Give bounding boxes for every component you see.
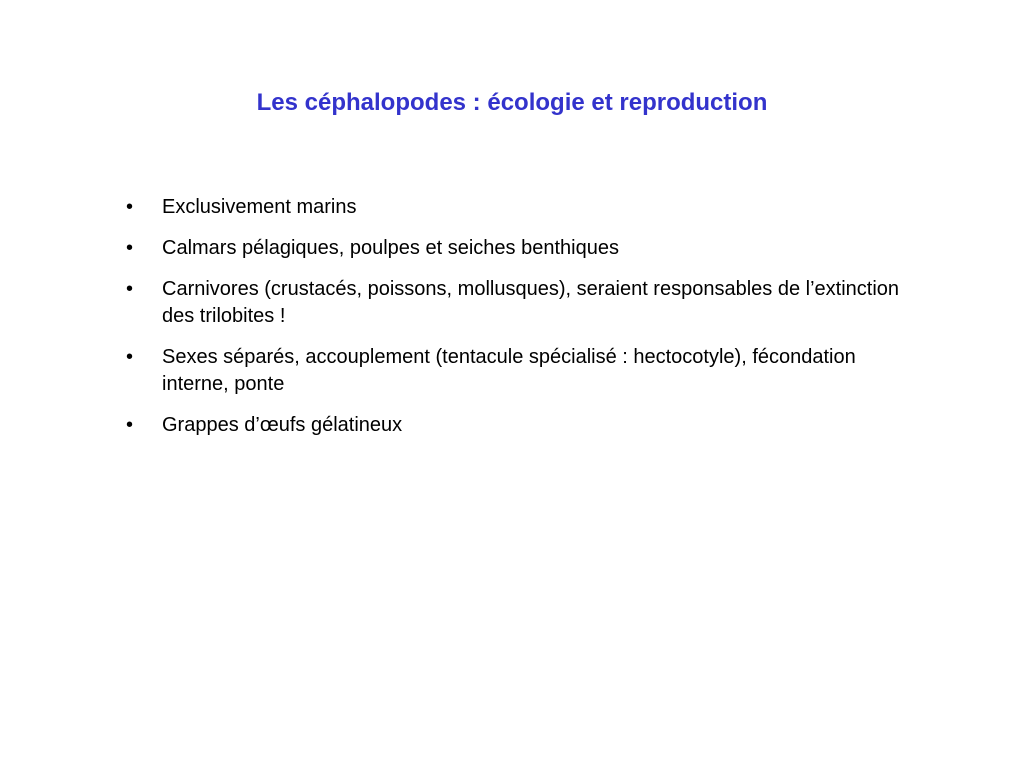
- bullet-text: Grappes d’œufs gélatineux: [162, 414, 403, 436]
- bullet-item: [126, 276, 906, 330]
- bullet-text: Calmars pélagiques, poulpes et seiches benthiques: [162, 237, 619, 259]
- bullet-dot-icon: •: [126, 346, 134, 368]
- bullet-text: Carnivores (crustacés, poissons, mollusques), seraient responsables de l’extinction des trilobites !: [162, 278, 900, 327]
- bullet-list: [126, 194, 906, 453]
- bullet-item: [126, 344, 906, 398]
- bullet-item: [126, 412, 906, 439]
- bullet-dot-icon: •: [126, 278, 134, 300]
- bullet-text: Exclusivement marins: [162, 196, 357, 218]
- bullet-text: Sexes séparés, accouplement (tentacule spécialisé : hectocotyle), fécondation interne, ponte: [162, 346, 856, 395]
- bullet-item: [126, 194, 906, 221]
- bullet-dot-icon: •: [126, 414, 134, 436]
- slide-title: Les céphalopodes : écologie et reproduction: [256, 89, 768, 116]
- bullet-item: [126, 235, 906, 262]
- bullet-dot-icon: •: [126, 237, 134, 259]
- bullet-dot-icon: •: [126, 196, 134, 218]
